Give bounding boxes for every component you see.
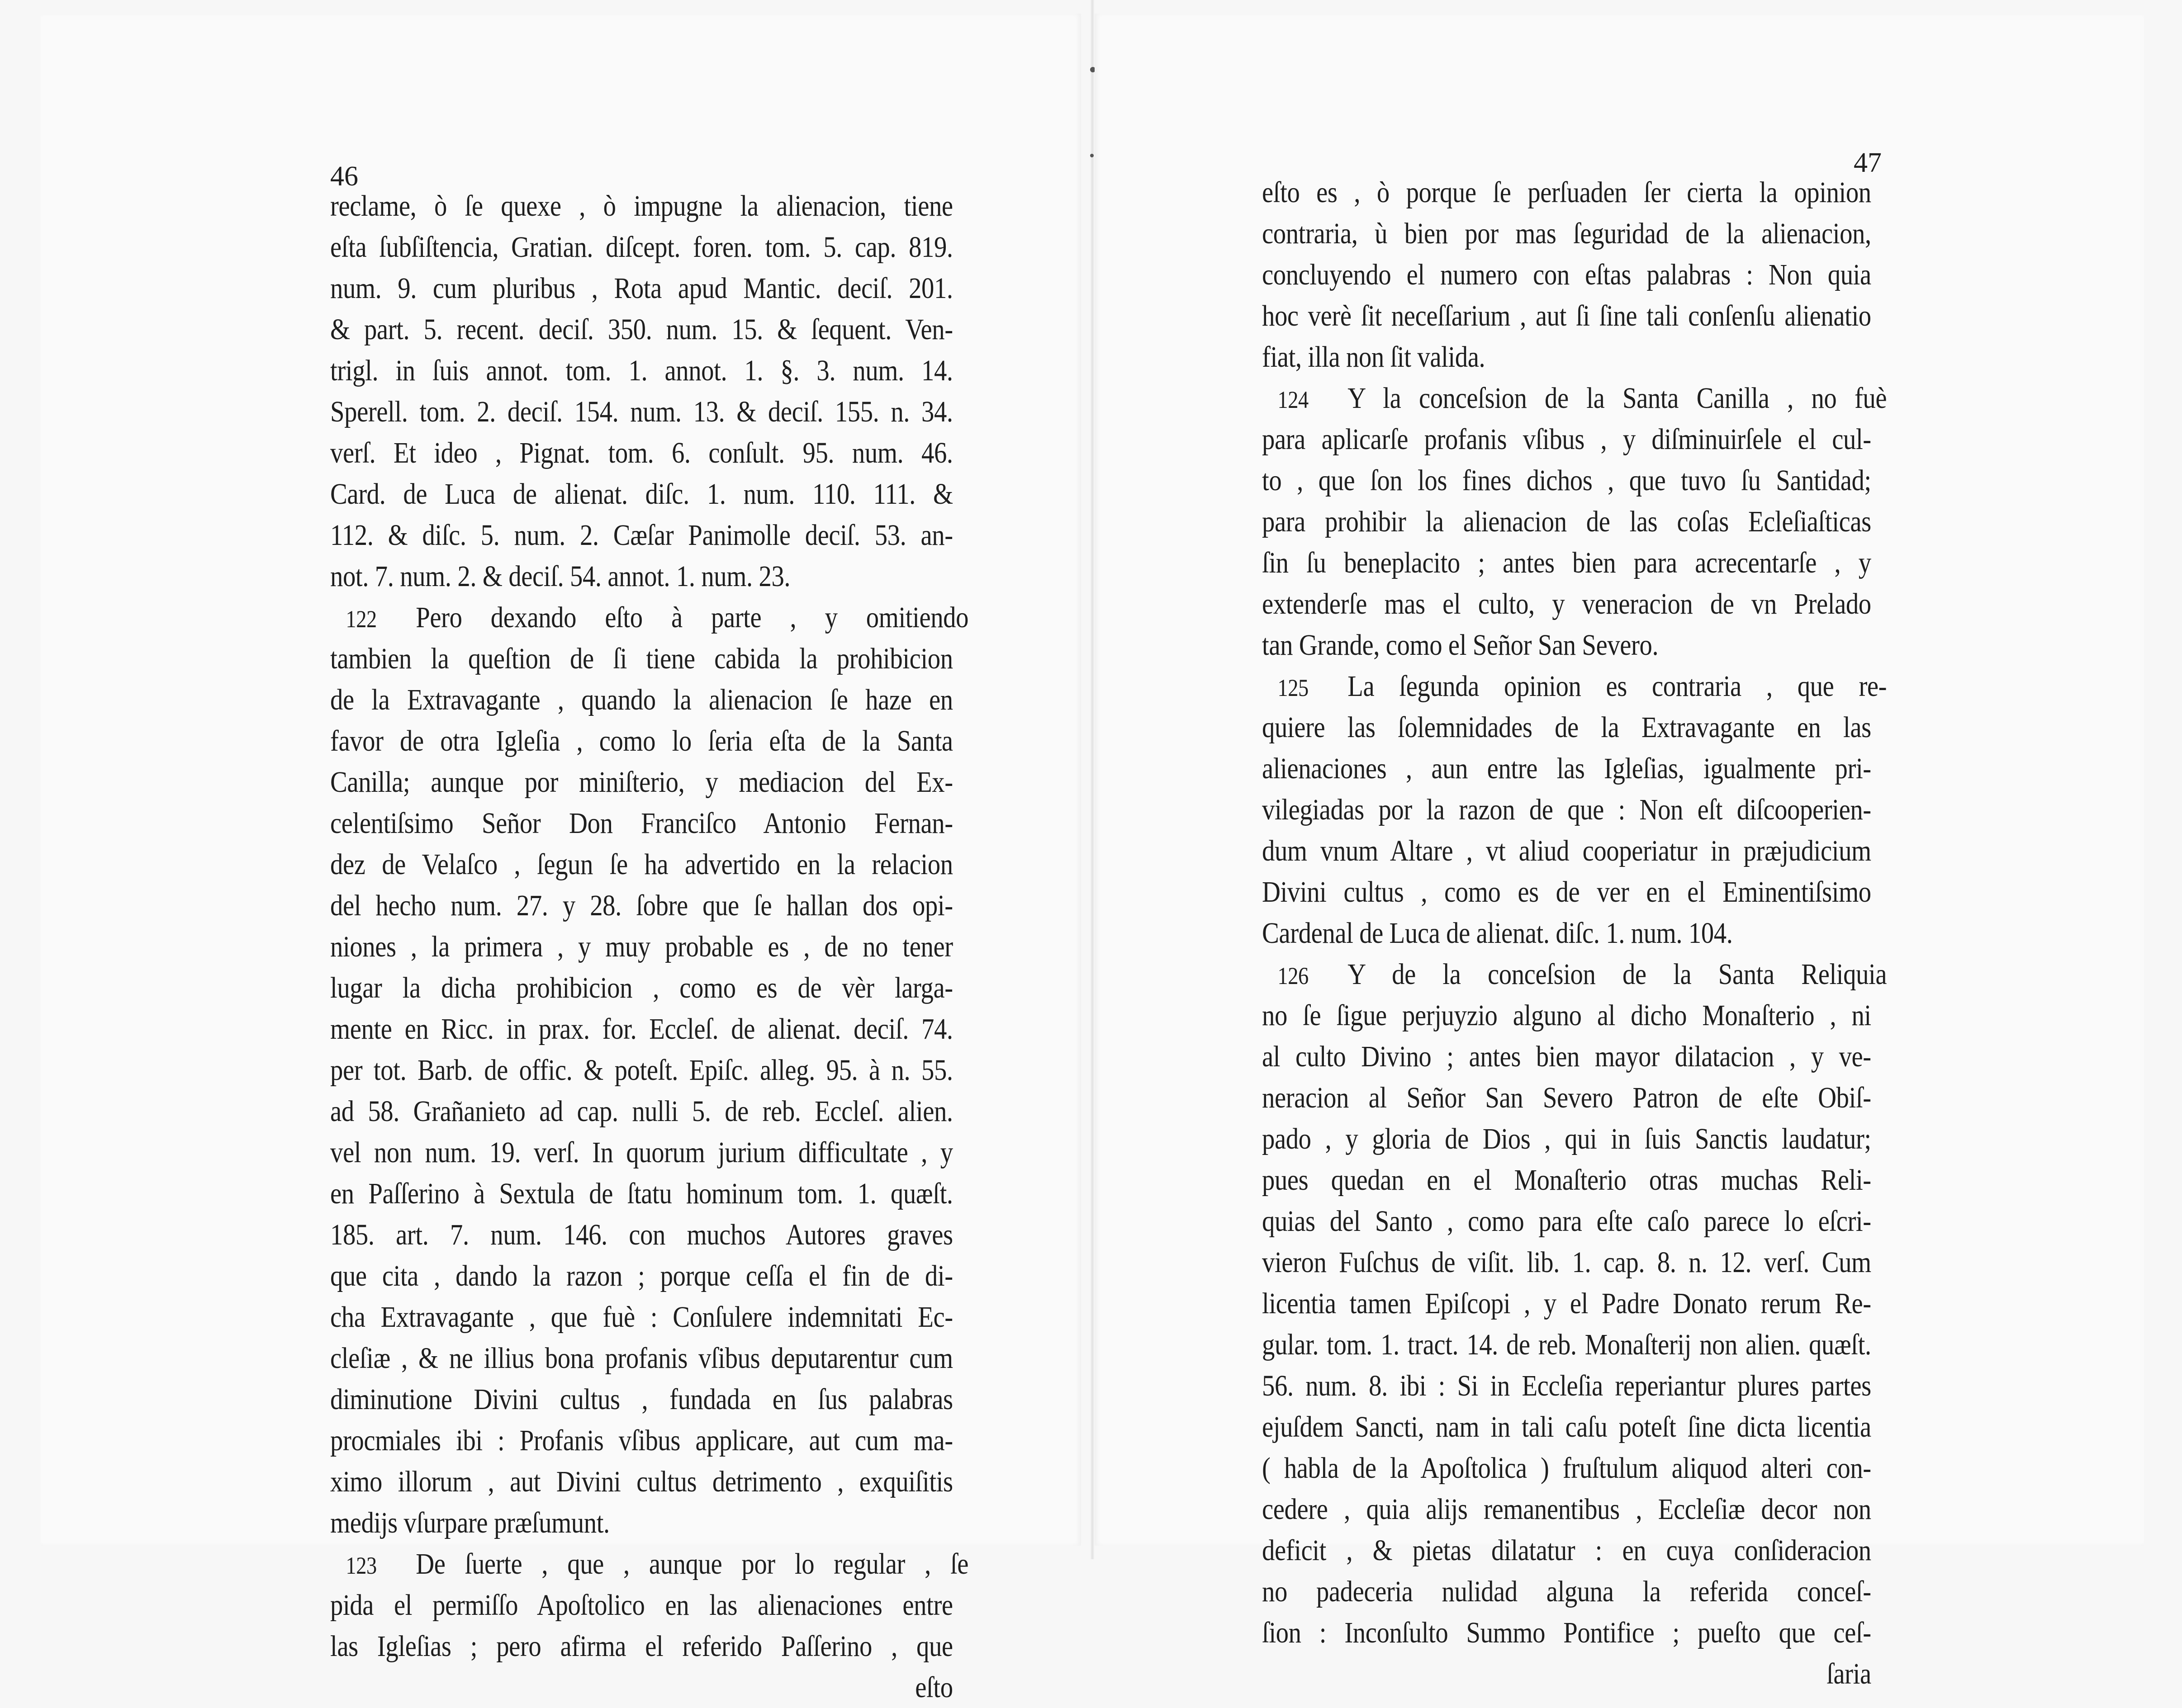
text-line: dez de Velaſco , ſegun ſe ha advertido en la relacion [330,848,953,881]
text-line: & part. 5. recent. deciſ. 350. num. 15. & ſequent. Ven- [330,313,953,346]
text-line: 185. art. 7. num. 146. con muchos Autores graves [330,1218,953,1251]
text-line: hoc verè ſit neceſſarium , aut ſi ſine tali conſenſu alienatio [1262,299,1871,332]
text-line: licentia tamen Epiſcopi , y el Padre Donato rerum Re- [1262,1287,1871,1320]
text-line: extenderſe mas el culto, y veneracion de vn Prelado [1262,587,1871,620]
text-line: De ſuerte , que , aunque por lo regular , ſe [416,1547,969,1580]
catchword: eſto [915,1671,953,1704]
catchword: ſaria [1826,1657,1871,1690]
text-line: ad 58. Grañanieto ad cap. nulli 5. de reb. Eccleſ. alien. [330,1095,953,1128]
text-line: las Igleſias ; pero afirma el referido Paſſerino , que [330,1630,953,1663]
text-line: contraria, ù bien por mas ſeguridad de la alienacion, [1262,217,1871,250]
text-line: Cardenal de Luca de alienat. diſc. 1. num. 104. [1262,917,1733,950]
text-line: deficit , & pietas dilatatur : en cuya conſideracion [1262,1534,1871,1567]
text-line: fiat, illa non ſit valida. [1262,341,1485,374]
text-line: para aplicarſe profanis vſibus , y diſminuirſele el cul- [1262,423,1871,456]
text-line: en Paſſerino à Sextula de ſtatu hominum tom. 1. quæſt. [330,1177,953,1210]
text-line: pues quedan en el Monaſterio otras muchas Reli- [1262,1164,1871,1197]
paragraph-number: 123 [346,1552,377,1579]
page-number: 47 [1854,147,1882,178]
text-line: concluyendo el numero con eſtas palabras : Non quia [1262,258,1871,291]
text-line: ( habla de la Apoſtolica ) fruſtulum aliquod alteri con- [1262,1452,1871,1485]
text-line: Card. de Luca de alienat. diſc. 1. num. 110. 111. & [330,478,953,511]
paragraph-first-line [330,597,968,638]
paragraph-first-line [1262,954,1887,995]
text-line: verſ. Et ideo , Pignat. tom. 6. conſult. 95. num. 46. [330,436,953,469]
text-line: cha Extravagante , que fuè : Conſulere indemnitati Ec- [330,1301,953,1334]
text-line: per tot. Barb. de offic. & poteſt. Epiſc. alleg. 95. à n. 55. [330,1054,953,1087]
text-line: La ſegunda opinion es contraria , que re- [1347,670,1887,703]
right-page [1095,14,2144,1690]
paragraph-number: 126 [1277,962,1309,989]
text-line: no ſe ſigue perjuyzio alguno al dicho Monaſterio , ni [1262,999,1871,1032]
text-line: gular. tom. 1. tract. 14. de reb. Monaſterij non alien. quæſt. [1262,1328,1871,1361]
text-line: de la Extravagante , quando la alienacion ſe haze en [330,683,953,716]
text-line: tan Grande, como el Señor San Severo. [1262,629,1659,662]
text-line: quiere las ſolemnidades de la Extravagante en las [1262,711,1871,744]
text-line: diminutione Divini cultus , fundada en ſus palabras [330,1383,953,1416]
text-line: reclame, ò ſe quexe , ò impugne la alienacion, tiene [330,189,953,222]
text-line: no padeceria nulidad alguna la referida conceſ- [1262,1575,1871,1608]
text-line: pida el permiſſo Apoſtolico en las alienaciones entre [330,1589,953,1622]
text-line: Divini cultus , como es de ver en el Eminentiſsimo [1262,875,1871,908]
text-line: pado , y gloria de Dios , qui in ſuis Sanctis laudatur; [1262,1122,1871,1155]
text-line: ejuſdem Sancti, nam in tali caſu poteſt ſine dicta licentia [1262,1410,1871,1443]
text-line: Y la conceſsion de la Santa Canilla , no fuè [1347,382,1887,415]
text-line: niones , la primera , y muy probable es , de no tener [330,930,953,963]
paragraph-first-line [1262,378,1887,419]
text-line: tambien la queſtion de ſi tiene cabida la prohibicion [330,642,953,675]
text-line: quias del Santo , como para eſte caſo parece lo eſcri- [1262,1205,1871,1238]
book-gutter [1091,0,1094,1559]
paragraph-number: 122 [346,606,377,633]
paragraph-first-line [1262,666,1887,707]
text-line: cleſiæ , & ne illius bona profanis vſibus deputarentur cum [330,1342,953,1375]
text-line: vel non num. 19. verſ. In quorum jurium difficultate , y [330,1136,953,1169]
text-line: favor de otra Igleſia , como lo ſeria eſta de la Santa [330,724,953,757]
text-line: ximo illorum , aut Divini cultus detrimento , exquiſitis [330,1465,953,1498]
right-text-block [1262,147,1887,1694]
text-line: not. 7. num. 2. & deciſ. 54. annot. 1. num. 23. [330,560,791,593]
left-page [41,14,1081,1704]
text-line: Sperell. tom. 2. deciſ. 154. num. 13. & deciſ. 155. n. 34. [330,395,953,428]
text-line: mente en Ricc. in prax. for. Eccleſ. de alienat. deciſ. 74. [330,1012,953,1046]
text-line: dum vnum Altare , vt aliud cooperiatur in præjudicium [1262,834,1871,867]
text-line: vilegiadas por la razon de que : Non eſt diſcooperien- [1262,793,1871,826]
text-line: eſta ſubſiſtencia, Gratian. diſcept. foren. tom. 5. cap. 819. [330,231,953,264]
text-line: medijs vſurpare præſumunt. [330,1506,610,1539]
text-line: al culto Divino ; antes bien mayor dilatacion , y ve- [1262,1040,1871,1073]
left-text-block [330,161,969,1708]
text-line: num. 9. cum pluribus , Rota apud Mantic. deciſ. 201. [330,272,953,305]
text-line: para prohibir la alienacion de las coſas Ecleſiaſticas [1262,505,1871,538]
text-line: neracion al Señor San Severo Patron de eſte Obiſ- [1262,1081,1871,1114]
text-line: trigl. in ſuis annot. tom. 1. annot. 1. §. 3. num. 14. [330,354,953,387]
text-line: 112. & diſc. 5. num. 2. Cæſar Panimolle deciſ. 53. an- [330,519,953,552]
text-line: alienaciones , aun entre las Igleſias, igualmente pri- [1262,752,1871,785]
text-line: del hecho num. 27. y 28. ſobre que ſe hallan dos opi- [330,889,953,922]
page-number: 46 [330,161,358,192]
text-line: ſin ſu beneplacito ; antes bien para acrecentarſe , y [1262,546,1871,579]
text-line: Canilla; aunque por miniſterio, y mediacion del Ex- [330,766,953,799]
text-line: que cita , dando la razon ; porque ceſſa el fin de di- [330,1259,953,1292]
text-line: to , que ſon los fines dichos , que tuvo ſu Santidad; [1262,464,1871,497]
text-line: celentiſsimo Señor Don Franciſco Antonio Fernan- [330,807,953,840]
text-line: procmiales ibi : Profanis vſibus applicare, aut cum ma- [330,1424,953,1457]
text-line: cedere , quia alijs remanentibus , Eccleſiæ decor non [1262,1493,1871,1526]
paragraph-number: 125 [1277,674,1309,701]
text-line: Pero dexando eſto à parte , y omitiendo [416,601,969,634]
text-line: 56. num. 8. ibi : Si in Eccleſia reperiantur plures partes [1262,1369,1871,1402]
paragraph-first-line [330,1543,968,1585]
text-line: vieron Fuſchus de viſit. lib. 1. cap. 8. n. 12. verſ. Cum [1262,1246,1871,1279]
text-line: Y de la conceſsion de la Santa Reliquia [1347,958,1887,991]
text-line: lugar la dicha prohibicion , como es de vèr larga- [330,971,953,1004]
paragraph-number: 124 [1277,386,1309,413]
gutter-mark [1090,154,1094,157]
text-line: ſion : Inconſulto Summo Pontifice ; pueſto que ceſ- [1262,1616,1871,1649]
text-line: eſto es , ò porque ſe perſuaden ſer cierta la opinion [1262,176,1871,209]
